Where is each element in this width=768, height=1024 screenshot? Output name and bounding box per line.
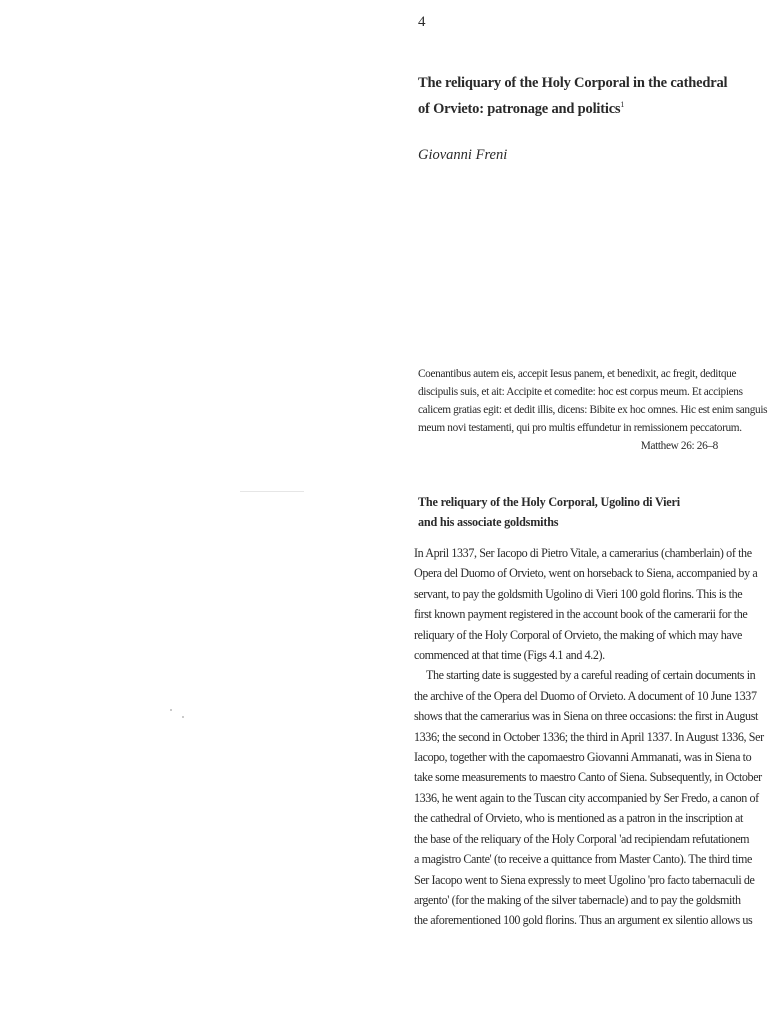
body-line: Iacopo, together with the capomaestro Giovanni Ammanati, was in Siena to [414, 750, 752, 765]
chapter-title-line [418, 94, 748, 120]
epigraph-line: discipulis suis, et ait: Accipite et comedite: hoc est corpus meum. Et accipiens [418, 386, 743, 398]
scan-speck [170, 709, 172, 711]
body-line: the archive of the Opera del Duomo of Orvieto. A document of 10 June 1337 [414, 688, 757, 703]
body-line: the aforementioned 100 gold florins. Thus an argument ex silentio allows us [414, 913, 753, 928]
chapter-author: Giovanni Freni [418, 147, 508, 163]
body-line: 1336; the second in October 1336; the third in April 1337. In August 1336, Ser [414, 729, 764, 744]
body-line: reliquary of the Holy Corporal of Orvieto, the making of which may have [414, 627, 742, 642]
body-line: Ser Iacopo went to Siena expressly to meet Ugolino 'pro facto tabernaculi de [414, 872, 755, 887]
body-line: In April 1337, Ser Iacopo di Pietro Vitale, a camerarius (chamberlain) of the [414, 546, 752, 560]
scan-speck [182, 716, 184, 718]
section-heading-line: The reliquary of the Holy Corporal, Ugolino di Vieri [418, 495, 680, 509]
body-line: commenced at that time (Figs 4.1 and 4.2). [414, 648, 605, 663]
body-line: The starting date is suggested by a careful reading of certain documents in [426, 668, 756, 683]
body-line: argento' (for the making of the silver tabernacle) and to pay the goldsmith [414, 892, 741, 907]
footnote-marker[interactable]: 1 [620, 100, 625, 109]
epigraph-line: Coenantibus autem eis, accepit Iesus panem, et benedixit, ac fregit, deditque [418, 368, 737, 380]
body-line: servant, to pay the goldsmith Ugolino di Vieri 100 gold florins. This is the [414, 586, 743, 601]
body-line: the cathedral of Orvieto, who is mentioned as a patron in the inscription at [414, 811, 743, 826]
epigraph-line: calicem gratias egit: et dedit illis, dicens: Bibite ex hoc omnes. Hic est enim sanguis [418, 404, 768, 416]
page-number: 4 [418, 14, 426, 30]
chapter-title-line: The reliquary of the Holy Corporal in the cathedral [418, 75, 728, 91]
section-heading [418, 492, 718, 532]
body-line: the base of the reliquary of the Holy Corporal 'ad recipiendam refutationem [414, 831, 750, 846]
epigraph [418, 365, 768, 455]
body-line: 1336, he went again to the Tuscan city accompanied by Ser Fredo, a canon of [414, 790, 759, 805]
epigraph-source: Matthew 26: 26–8 [640, 440, 718, 452]
body-line: Opera del Duomo of Orvieto, went on horseback to Siena, accompanied by a [414, 566, 758, 581]
body-text [414, 543, 764, 931]
body-line: a magistro Cante' (to receive a quittance from Master Canto). The third time [414, 852, 752, 867]
scan-edge-mark [240, 491, 304, 492]
body-line: shows that the camerarius was in Siena on three occasions: the first in August [414, 709, 758, 724]
body-line: first known payment registered in the account book of the camerarii for the [414, 607, 748, 622]
body-line: take some measurements to maestro Canto of Siena. Subsequently, in October [414, 770, 762, 785]
epigraph-line: meum novi testamenti, qui pro multis effundetur in remissionem peccatorum. [418, 422, 742, 434]
section-heading-line: and his associate goldsmiths [418, 515, 559, 529]
chapter-title [418, 73, 748, 120]
chapter-title-line-text: of Orvieto: patronage and politics [418, 100, 621, 117]
